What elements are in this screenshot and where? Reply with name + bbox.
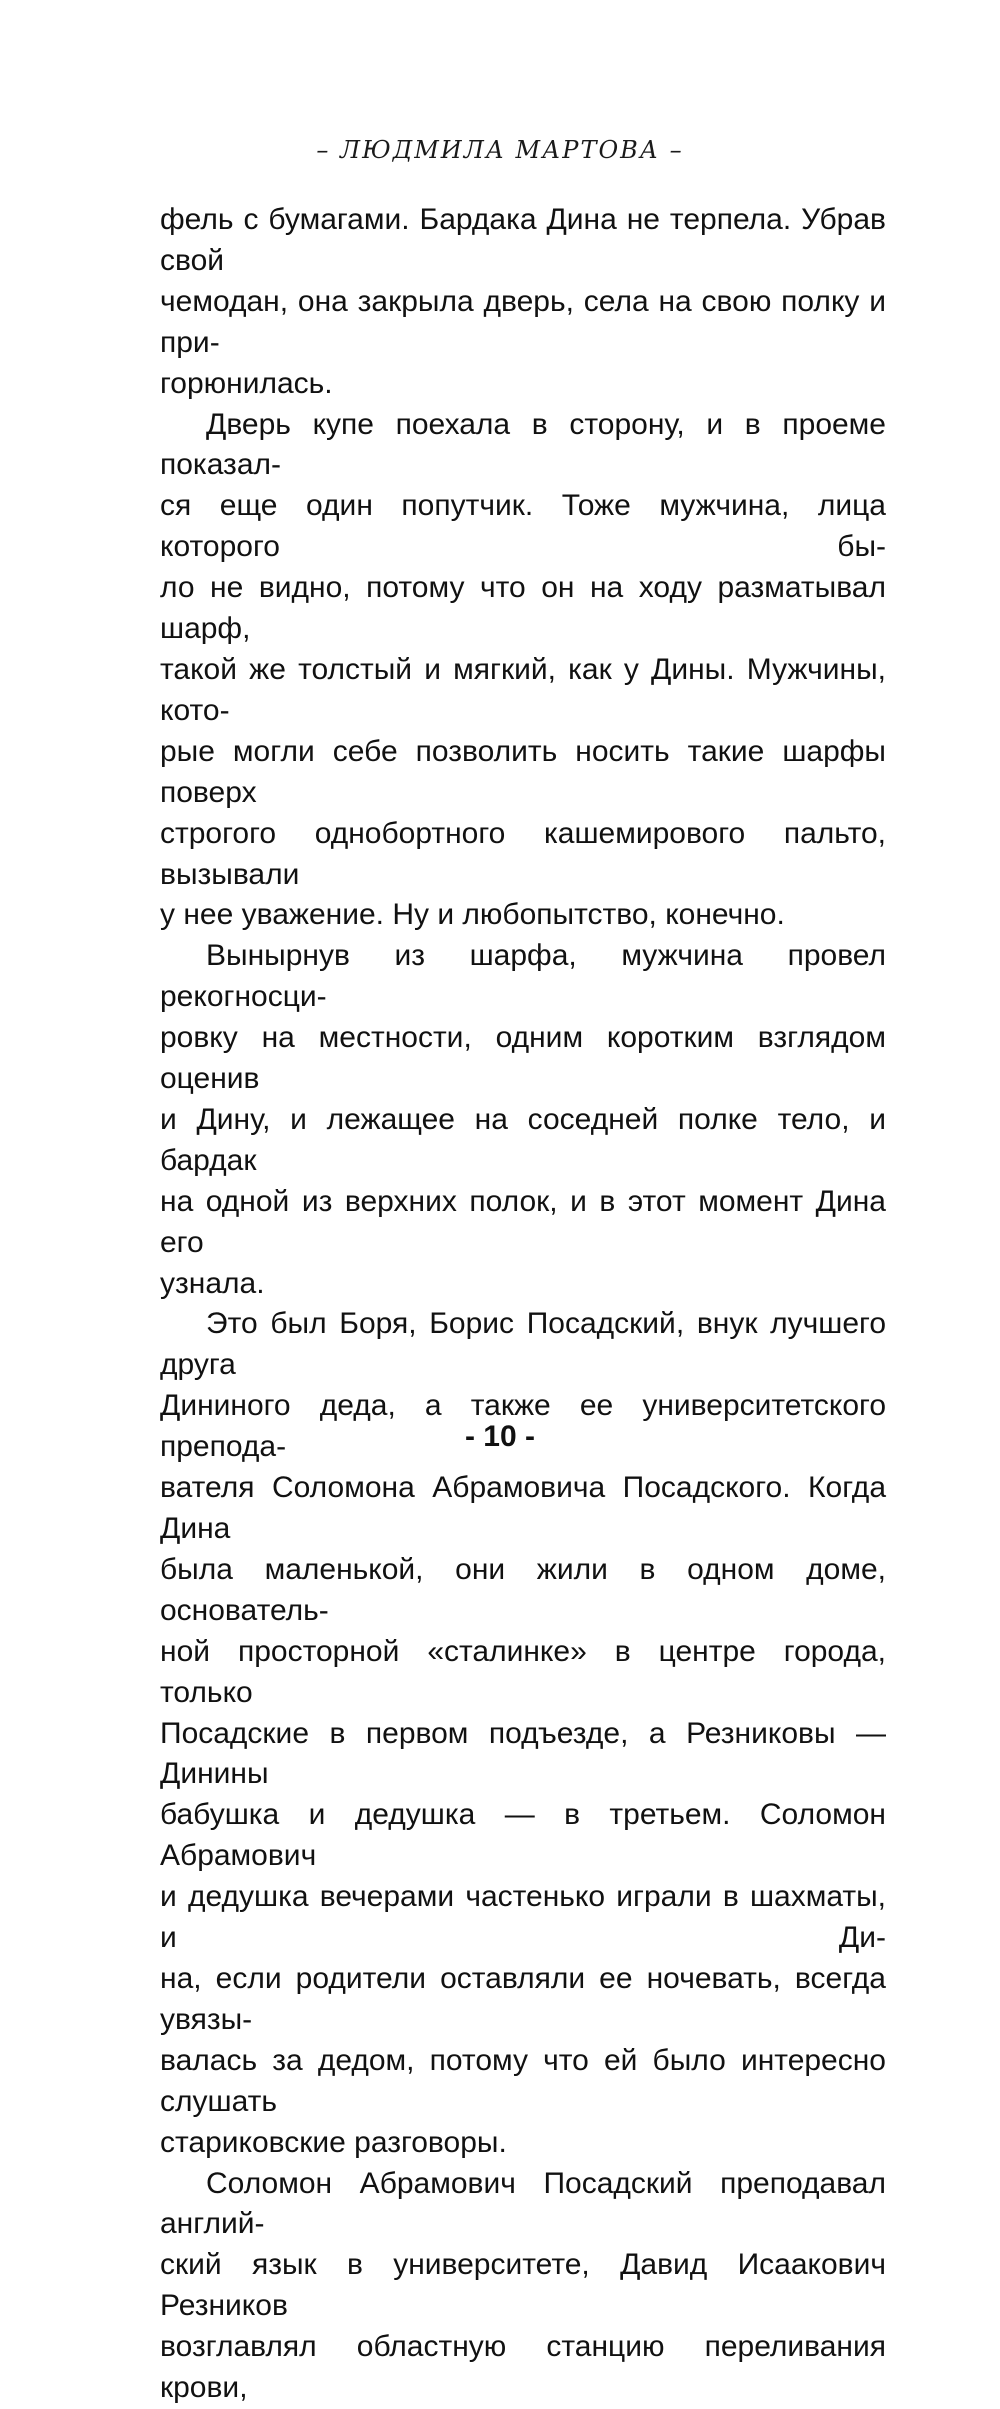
- text-line: у нее уважение. Ну и любопытство, конечно.: [160, 898, 785, 932]
- text-line: Дверь купе поехала в сторону, и в проеме показал-: [160, 407, 886, 482]
- text-line: такой же толстый и мягкий, как у Дины. Мужчины, кото-: [160, 652, 886, 727]
- text-line: возглавлял областную станцию переливания крови,: [160, 2330, 886, 2405]
- text-line: ский язык в университете, Давид Исаакович Резников: [160, 2248, 886, 2323]
- text-line: на, если родители оставляли ее ночевать, всегда увязы-: [160, 1961, 886, 2036]
- text-line: была маленькой, они жили в одном доме, основатель-: [160, 1552, 886, 1627]
- body-text: [160, 200, 886, 2409]
- text-line: чемодан, она закрыла дверь, села на свою полку и при-: [160, 284, 886, 359]
- text-line: и Дину, и лежащее на соседней полке тело, и бардак: [160, 1102, 886, 1177]
- text-line: ровку на местности, одним коротким взглядом оценив: [160, 1021, 886, 1096]
- text-line: Соломон Абрамович Посадский преподавал англий-: [160, 2166, 886, 2241]
- text-line: на одной из верхних полок, и в этот момент Дина его: [160, 1184, 886, 1259]
- text-line: фель с бумагами. Бардака Дина не терпела. Убрав свой: [160, 203, 886, 277]
- running-header: – ЛЮДМИЛА МАРТОВА –: [316, 136, 684, 164]
- text-line: валась за дедом, потому что ей было интересно слушать: [160, 2043, 886, 2118]
- text-line: ной просторной «сталинке» в центре города, только: [160, 1634, 886, 1709]
- text-line: вателя Соломона Абрамовича Посадского. Когда Дина: [160, 1471, 886, 1545]
- paragraph: [160, 200, 886, 405]
- text-line: горюнилась.: [160, 366, 333, 400]
- text-line: стариковские разговоры.: [160, 2125, 507, 2159]
- text-line: бабушка и дедушка — в третьем. Соломон Абрамович: [160, 1798, 886, 1873]
- text-line: ло не видно, потому что он на ходу разматывал шарф,: [160, 571, 886, 646]
- text-line: рые могли себе позволить носить такие шарфы поверх: [160, 734, 886, 809]
- text-line: ся еще один попутчик. Тоже мужчина, лица которого бы-: [160, 489, 886, 564]
- text-line: Это был Боря, Борис Посадский, внук лучшего друга: [160, 1307, 886, 1382]
- text-line: Посадские в первом подъезде, а Резниковы — Динины: [160, 1716, 886, 1791]
- text-line: строгого однобортного кашемирового пальто, вызывали: [160, 816, 886, 891]
- text-line: Вынырнув из шарфа, мужчина провел рекогносци-: [160, 939, 886, 1014]
- paragraph: [160, 405, 886, 937]
- text-line: узнала.: [160, 1266, 265, 1300]
- page-number: - 10 -: [464, 1420, 536, 1453]
- text-line: и дедушка вечерами частенько играли в шахматы, и Ди-: [160, 1880, 886, 1955]
- text-line: Дининого деда, а также ее университетского препода-: [160, 1389, 886, 1464]
- paragraph: [160, 936, 886, 1304]
- paragraph: [160, 2164, 886, 2409]
